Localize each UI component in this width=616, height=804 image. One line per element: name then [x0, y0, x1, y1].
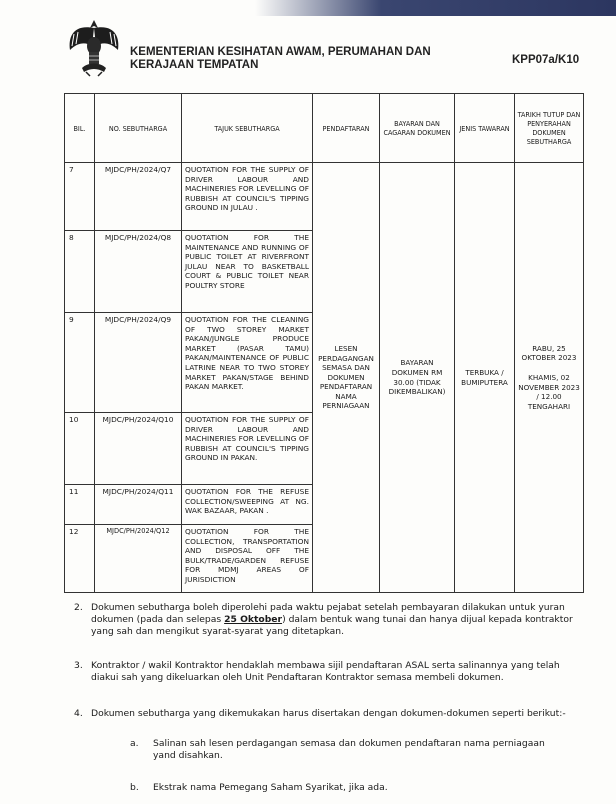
- note-4b: [130, 782, 570, 794]
- row-tajuk: QUOTATION FOR THE COLLECTION, TRANSPORTATION AND DISPOSAL OFF THE BULK/TRADE/GARDEN REFUSE FOR MDMJ AREAS OF JURISDICTION: [182, 525, 313, 593]
- row-tajuk: QUOTATION FOR THE SUPPLY OF DRIVER LABOUR AND MACHINERIES FOR LEVELLING OF RUBBISH AT COUNCIL'S TIPPING GROUND IN JULAU .: [182, 163, 313, 231]
- tarikh-serahan: KHAMIS, 02 NOVEMBER 2023 / 12.00 TENGAHARI: [518, 372, 580, 411]
- row-no: MJDC/PH/2024/Q7: [95, 163, 182, 231]
- row-bil: 7: [65, 163, 95, 231]
- document-code: KPP07a/K10: [512, 54, 580, 66]
- row-bil: 9: [65, 313, 95, 413]
- tarikh-tutup: RABU, 25 OKTOBER 2023: [521, 343, 577, 363]
- col-header-jenis: JENIS TAWARAN: [455, 94, 515, 163]
- col-header-tajuk: TAJUK SEBUTHARGA: [182, 94, 313, 163]
- row-bil: 10: [65, 413, 95, 485]
- highlight-date: 25 Oktober: [224, 614, 283, 625]
- tarikh-cell: [515, 163, 584, 593]
- row-bil: 8: [65, 231, 95, 313]
- row-bil: 12: [65, 525, 95, 593]
- row-no: MJDC/PH/2024/Q11: [95, 485, 182, 525]
- state-crest-logo: [64, 16, 124, 78]
- sub-text: Ekstrak nama Pemegang Saham Syarikat, jika ada.: [153, 782, 388, 793]
- row-no: MJDC/PH/2024/Q10: [95, 413, 182, 485]
- sub-text: Salinan sah lesen perdagangan semasa dan dokumen pendaftaran nama perniagaan yand disahkan.: [153, 738, 545, 761]
- ministry-title: KEMENTERIAN KESIHATAN AWAM, PERUMAHAN DAN KERAJAAN TEMPATAN: [130, 46, 431, 71]
- note-2: [74, 602, 574, 638]
- note-text: Dokumen sebutharga yang dikemukakan harus disertakan dengan dokumen-dokumen seperti berikut:-: [91, 708, 566, 719]
- row-tajuk: QUOTATION FOR THE REFUSE COLLECTION/SWEEPING AT NG. WAK BAZAAR, PAKAN .: [182, 485, 313, 525]
- jenis-cell: TERBUKA / BUMIPUTERA: [455, 163, 515, 593]
- sub-letter: a.: [130, 738, 139, 749]
- note-number: 4.: [74, 708, 83, 719]
- note-text: Dokumen sebutharga boleh diperolehi pada waktu pejabat setelah pembayaran dilakukan untuk yuran dokumen (pada dan selepas 25 Oktober) dalam bentuk wang tunai dan hanya dijual kepada kontraktor yang sah dan mengikut syarat-syarat yang ditetapkan.: [91, 602, 573, 637]
- note-4a: [130, 738, 570, 762]
- table-header-row: [65, 94, 584, 163]
- bayaran-cell: BAYARAN DOKUMEN RM 30.00 (TIDAK DIKEMBALIKAN): [380, 163, 455, 593]
- pendaftaran-cell: LESEN PERDAGANGAN SEMASA DAN DOKUMEN PENDAFTARAN NAMA PERNIAGAAN: [313, 163, 380, 593]
- row-bil: 11: [65, 485, 95, 525]
- note-text: Kontraktor / wakil Kontraktor hendaklah membawa sijil pendaftaran ASAL serta salinannya yang telah diakui sah yang dikeluarkan oleh Unit Pendaftaran Kontraktor semasa membeli dokumen.: [91, 660, 560, 683]
- col-header-no: NO. SEBUTHARGA: [95, 94, 182, 163]
- col-header-bayaran: BAYARAN DAN CAGARAN DOKUMEN: [380, 94, 455, 163]
- col-header-bil: BIL.: [65, 94, 95, 163]
- row-tajuk: QUOTATION FOR THE CLEANING OF TWO STOREY MARKET PAKAN/JUNGLE PRODUCE MARKET (PASAR TAMU) PAKAN/MAINTENANCE OF PUBLIC LATRINE NEAR TO TWO STOREY MARKET PAKAN/STAGE BEHIND PAKAN MARKET.: [182, 313, 313, 413]
- row-no: MJDC/PH/2024/Q8: [95, 231, 182, 313]
- top-edge-bar: [255, 0, 616, 16]
- sub-letter: b.: [130, 782, 139, 793]
- note-number: 2.: [74, 602, 83, 613]
- note-number: 3.: [74, 660, 83, 671]
- col-header-tarikh: TARIKH TUTUP DAN PENYERAHAN DOKUMEN SEBUTHARGA: [515, 94, 584, 163]
- row-no: MJDC/PH/2024/Q9: [95, 313, 182, 413]
- note-4: [74, 708, 574, 720]
- col-header-pendaftaran: PENDAFTARAN: [313, 94, 380, 163]
- row-no: MJDC/PH/2024/Q12: [95, 525, 182, 593]
- tender-table: [64, 93, 584, 593]
- table-row: [65, 163, 584, 231]
- row-tajuk: QUOTATION FOR THE MAINTENANCE AND RUNNING OF PUBLIC TOILET AT RIVERFRONT JULAU NEAR TO BASKETBALL COURT & PUBLIC TOILET NEAR POULTRY STORE: [182, 231, 313, 313]
- row-tajuk: QUOTATION FOR THE SUPPLY OF DRIVER LABOUR AND MACHINERIES FOR LEVELLING OF RUBBISH AT COUNCIL'S TIPPING GROUND IN PAKAN.: [182, 413, 313, 485]
- note-3: [74, 660, 574, 684]
